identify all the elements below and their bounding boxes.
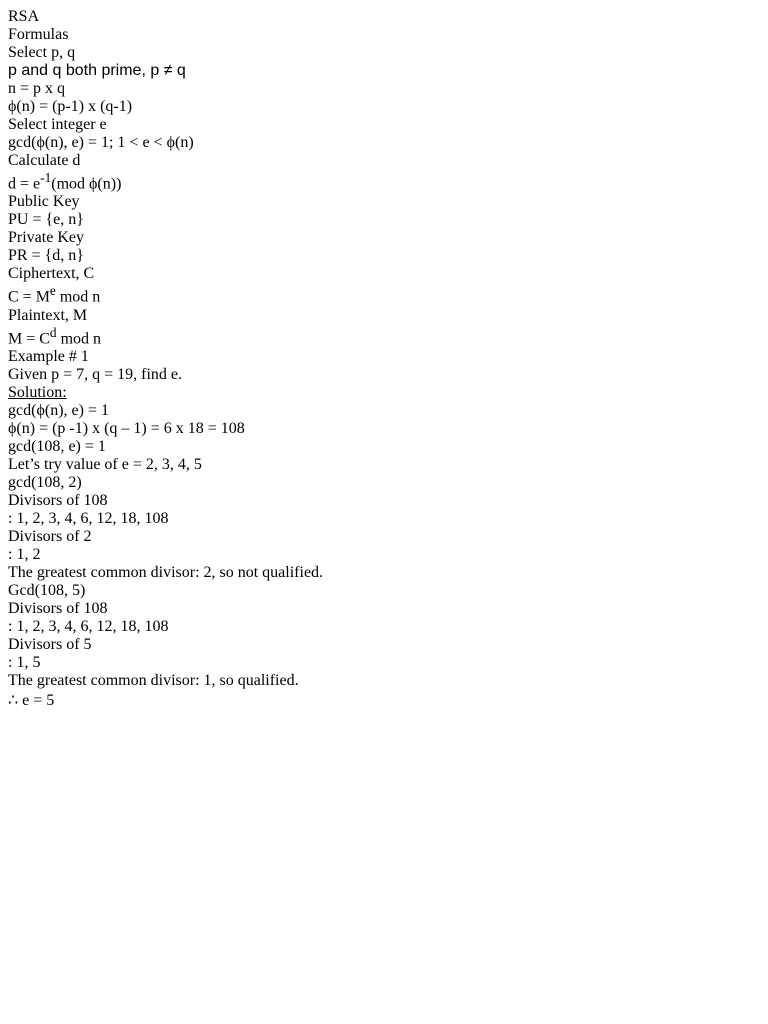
step-gcd-phi: gcd(ϕ(n), e) = 1 bbox=[8, 401, 109, 419]
formula-left-5: Calculate d bbox=[8, 152, 81, 169]
step-phi-value: ϕ(n) = (p -1) x (q – 1) = 6 x 18 = 108 bbox=[8, 419, 245, 437]
divisors-108-values-a: : 1, 2, 3, 4, 6, 12, 18, 108 bbox=[8, 509, 169, 527]
formula-right-1: p and q both prime, p ≠ q bbox=[8, 62, 186, 79]
formula-right-4: gcd(ϕ(n), e) = 1; 1 < e < ϕ(n) bbox=[8, 134, 194, 151]
divisors-108-values-b: : 1, 2, 3, 4, 6, 12, 18, 108 bbox=[8, 617, 169, 635]
formula-left-4: Select integer e bbox=[8, 116, 107, 133]
step-try-values: Let’s try value of e = 2, 3, 4, 5 bbox=[8, 455, 202, 473]
divisors-2-values: : 1, 2 bbox=[8, 545, 41, 563]
divisors-5-values: : 1, 5 bbox=[8, 653, 41, 671]
formula-left-8: Ciphertext, C bbox=[8, 265, 95, 283]
conclusion: ∴ e = 5 bbox=[8, 691, 55, 709]
formula-left-3: ϕ(n) = (p-1) x (q-1) bbox=[8, 98, 133, 115]
divisors-108-label-b: Divisors of 108 bbox=[8, 599, 108, 617]
solution-heading: Solution: bbox=[8, 383, 67, 401]
formula-right-6: PU = {e, n} bbox=[8, 211, 84, 229]
formula-right-9: $M = C^d$ mod n bbox=[8, 324, 102, 347]
gcd-result-b: The greatest common divisor: 1, so qualified. bbox=[8, 671, 299, 689]
gcd-result-a: The greatest common divisor: 2, so not qualified. bbox=[8, 563, 324, 581]
formula-right-5: $d = e^{-1}(mod$ ϕ(n)) bbox=[8, 170, 122, 193]
step-gcd-108-5: Gcd(108, 5) bbox=[8, 581, 86, 599]
divisors-2-label: Divisors of 2 bbox=[8, 527, 92, 545]
formula-left-7: Private Key bbox=[8, 229, 84, 247]
formulas-heading: Formulas bbox=[8, 26, 69, 43]
divisors-108-label-a: Divisors of 108 bbox=[8, 491, 108, 509]
formula-left-2: n = p x q bbox=[8, 80, 66, 97]
example-heading: Example # 1 bbox=[8, 347, 89, 365]
formula-left-1: Select p, q bbox=[8, 44, 76, 61]
document-title: RSA bbox=[8, 8, 40, 25]
step-gcd-108: gcd(108, e) = 1 bbox=[8, 437, 106, 455]
document-page bbox=[8, 8, 760, 710]
step-gcd-108-2: gcd(108, 2) bbox=[8, 473, 82, 491]
formula-right-7: PR = {d, n} bbox=[8, 247, 84, 265]
given-text: Given p = 7, q = 19, find e. bbox=[8, 365, 183, 383]
formula-left-6: Public Key bbox=[8, 193, 80, 211]
formula-right-8: $C = M^e$ mod n bbox=[8, 283, 101, 306]
divisors-5-label: Divisors of 5 bbox=[8, 635, 92, 653]
formula-left-9: Plaintext, M bbox=[8, 306, 88, 324]
